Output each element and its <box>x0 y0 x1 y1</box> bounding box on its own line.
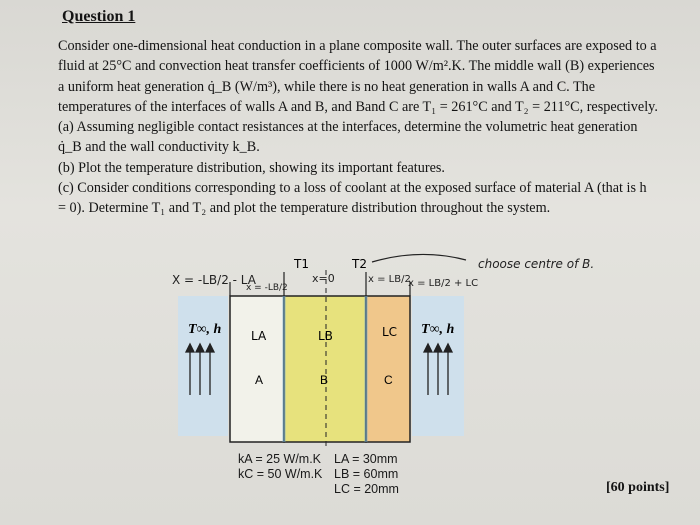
thickness-lb: LB <box>318 329 333 343</box>
fluid-left-label: T∞, h <box>188 322 222 337</box>
fluid-right-label: T∞, h <box>421 322 455 337</box>
fluid-left-arrows <box>186 344 214 395</box>
prop-lb: LB = 60mm <box>334 467 399 481</box>
hand-x-2: x = LB/2 <box>368 274 411 285</box>
prop-ka: kA = 25 W/m.K <box>238 452 322 466</box>
wall-c <box>366 296 410 442</box>
question-intro: Consider one-dimensional heat conduction in a plane composite wall. The outer surfaces are exposed to a fluid at 25°C and convection heat transfer coefficients of 1000 W/m².K. The middle wall (B) experiences a uniform heat generation q̇_B (W/m³), while there is no heat generation in walls A and C. The temperatures of the interfaces of walls A and B, and Band C are T₁ = 261°C and T₂ = 211°C, respectively. <box>58 38 658 115</box>
hand-x-left: X = -LB/2 - LA <box>172 273 256 287</box>
wall-b-label: B <box>320 373 329 387</box>
props-row-1 <box>238 452 399 467</box>
prop-kc: kC = 50 W/m.K <box>238 467 323 481</box>
props-row-2 <box>238 467 399 482</box>
prop-lc: LC = 20mm <box>334 482 399 496</box>
wall-b <box>284 296 366 442</box>
props-row-3 <box>238 482 399 497</box>
hand-arrow <box>372 254 466 262</box>
interface-t1-label: T1 <box>294 257 309 271</box>
part-b-text: (b) Plot the temperature distribution, showing its important features. <box>58 159 445 176</box>
material-properties <box>238 452 399 497</box>
thickness-lc: LC <box>382 325 398 339</box>
points-label: [60 points] <box>606 480 670 495</box>
question-title: Question 1 <box>62 8 136 25</box>
part-a-text: (a) Assuming negligible contact resistances at the interfaces, determine the volumetric heat generation q̇_B and the wall conductivity k_B. <box>58 119 638 156</box>
part-c-text: (c) Consider conditions corresponding to a loss of coolant at the exposed surface of material A (that is h = 0). Determine T₁ and T₂ and plot the temperature distribution throughout the system. <box>58 180 647 217</box>
hand-note: choose centre of B. <box>478 257 595 271</box>
hand-x-right: x = LB/2 + LC <box>408 278 479 289</box>
fluid-right-arrows <box>424 344 452 395</box>
fluid-left-region <box>178 296 228 436</box>
prop-la: LA = 30mm <box>334 452 398 466</box>
interface-t2-label: T2 <box>352 257 367 271</box>
hand-x-1: x = -LB/2 <box>246 283 288 293</box>
hand-x-0: x=0 <box>312 272 335 285</box>
wall-a-label: A <box>255 373 264 387</box>
thickness-la: LA <box>251 329 267 343</box>
wall-a <box>230 296 284 442</box>
wall-c-label: C <box>384 373 393 387</box>
